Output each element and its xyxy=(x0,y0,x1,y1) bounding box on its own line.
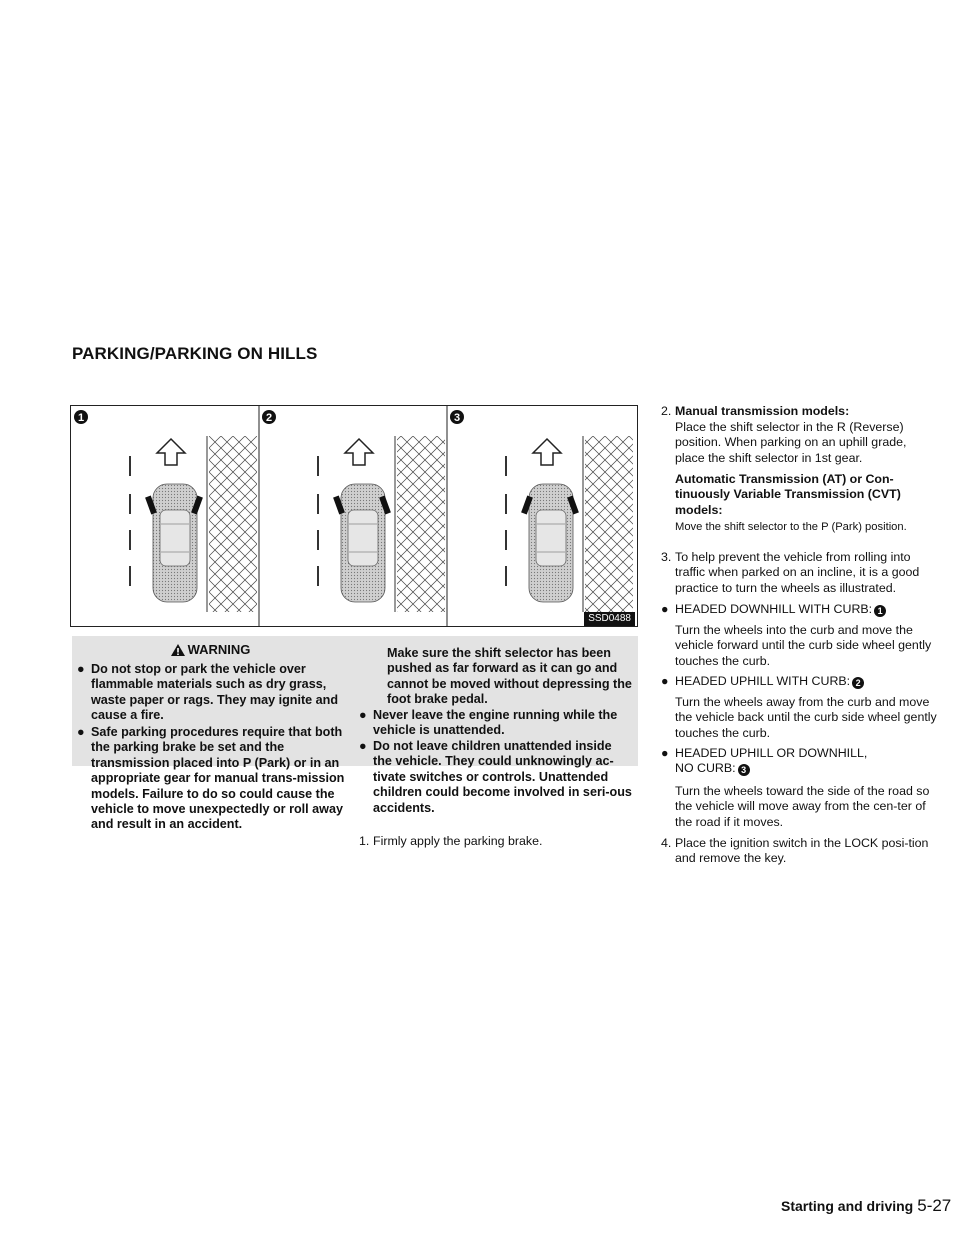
lane-dash xyxy=(129,566,131,586)
step-2-heading: 2. Manual transmission models: xyxy=(661,404,850,418)
figure-code: SSD0488 xyxy=(584,612,635,626)
warning-bullet xyxy=(77,725,345,833)
warning-bullet-text: Never leave the engine running while the vehicle is unattended. xyxy=(373,708,618,738)
bullet-icon: ● xyxy=(661,746,669,760)
footer-section: Starting and driving xyxy=(781,1198,914,1214)
car-cabin xyxy=(536,510,566,566)
bullet-icon: ● xyxy=(359,739,367,753)
page-number: 5-27 xyxy=(917,1196,952,1215)
lane-dash xyxy=(505,456,507,476)
bullet-icon: ● xyxy=(661,674,669,688)
car-cabin xyxy=(348,510,378,566)
warning-triangle-icon xyxy=(170,643,186,657)
arrow-up-icon xyxy=(533,439,561,465)
warning-bullet-text: Do not stop or park the vehicle over flammable materials such as dry grass, waste paper or rags. They may ignite and cause a fire. xyxy=(91,662,339,723)
callout-number: 1 xyxy=(77,412,85,424)
step-1: 1. Firmly apply the parking brake. xyxy=(359,834,543,848)
lane-dash xyxy=(505,566,507,586)
bullet-icon: ● xyxy=(77,662,85,676)
callout-number: 3 xyxy=(453,412,461,424)
curb-hatch xyxy=(209,436,257,612)
parking-illustration xyxy=(70,405,638,627)
warning-bullet xyxy=(359,708,633,739)
step-3-item-text: Turn the wheels away from the curb and move the vehicle back until the curb side wheel gently touches the curb. xyxy=(675,695,937,740)
page-footer xyxy=(781,1196,951,1216)
step-2-auto-text: Move the shift selector to the P (Park) position. xyxy=(675,521,907,533)
step-4: 4. Place the ignition switch in the LOCK posi-tion and remove the key. xyxy=(661,836,929,866)
curb-hatch xyxy=(397,436,445,612)
warning-bullet-text: Safe parking procedures require that both the parking brake be set and the transmission placed into P (Park) or in an appropriate gear for manual trans-mission models. Failure to do so could cause the vehicle to move unexpectedly or roll away and result in an accident. xyxy=(91,725,345,832)
parking-diagram xyxy=(71,406,637,626)
lane-dash xyxy=(129,494,131,514)
callout-3-icon: 3 xyxy=(738,764,750,776)
warning-heading-text: WARNING xyxy=(187,642,251,657)
step-3-item-downhill: ● HEADED DOWNHILL WITH CURB: 1 xyxy=(661,602,941,617)
bullet-icon: ● xyxy=(77,725,85,739)
warning-continuation: Make sure the shift selector has been pushed as far forward as it can go and cannot be moved without depressing the foot brake pedal. xyxy=(387,646,632,707)
step-3-item-text: Turn the wheels toward the side of the road so the vehicle will move away from the cen-ter of the road if it moves. xyxy=(675,784,930,829)
lane-dash xyxy=(505,494,507,514)
arrow-up-icon xyxy=(345,439,373,465)
warning-bullet-text: Do not leave children unattended inside the vehicle. They could unknowingly ac-tivate switches or controls. Unattended children could become involved in seri-ous accidents. xyxy=(373,739,632,815)
lane-dash xyxy=(317,566,319,586)
callout-number: 2 xyxy=(265,412,273,424)
bullet-icon: ● xyxy=(661,602,669,616)
step-2-manual-text: Place the shift selector in the R (Reverse) position. When parking on an uphill grade, place the shift selector in 1st gear. xyxy=(675,420,907,465)
warning-heading xyxy=(72,642,348,658)
callout-1-icon: 1 xyxy=(874,605,886,617)
step-3: 3. To help prevent the vehicle from rolling into traffic when parked on an incline, it is a good practice to turn the wheels as illustrated. xyxy=(661,550,920,595)
step-3-item-uphill: ● HEADED UPHILL WITH CURB: 2 xyxy=(661,674,941,689)
lane-dash xyxy=(317,530,319,550)
arrow-up-icon xyxy=(157,439,185,465)
step-3-item-text: Turn the wheels into the curb and move the vehicle forward until the curb side wheel gently touches the curb. xyxy=(675,623,932,668)
lane-dash xyxy=(129,530,131,550)
step-3-item-nocurb: ● HEADED UPHILL OR DOWNHILL, NO CURB: 3 xyxy=(661,746,868,776)
callout-2-icon: 2 xyxy=(852,677,864,689)
bullet-icon: ● xyxy=(359,708,367,722)
step-2-auto-heading: Automatic Transmission (AT) or Con-tinuously Variable Transmission (CVT) models: xyxy=(675,472,901,517)
warning-bullet xyxy=(359,739,633,816)
lane-dash xyxy=(317,494,319,514)
section-title: PARKING/PARKING ON HILLS xyxy=(72,344,318,363)
lane-dash xyxy=(129,456,131,476)
lane-dash xyxy=(505,530,507,550)
lane-dash xyxy=(317,456,319,476)
car-cabin xyxy=(160,510,190,566)
warning-bullet xyxy=(77,662,345,724)
curb-hatch xyxy=(585,436,633,612)
